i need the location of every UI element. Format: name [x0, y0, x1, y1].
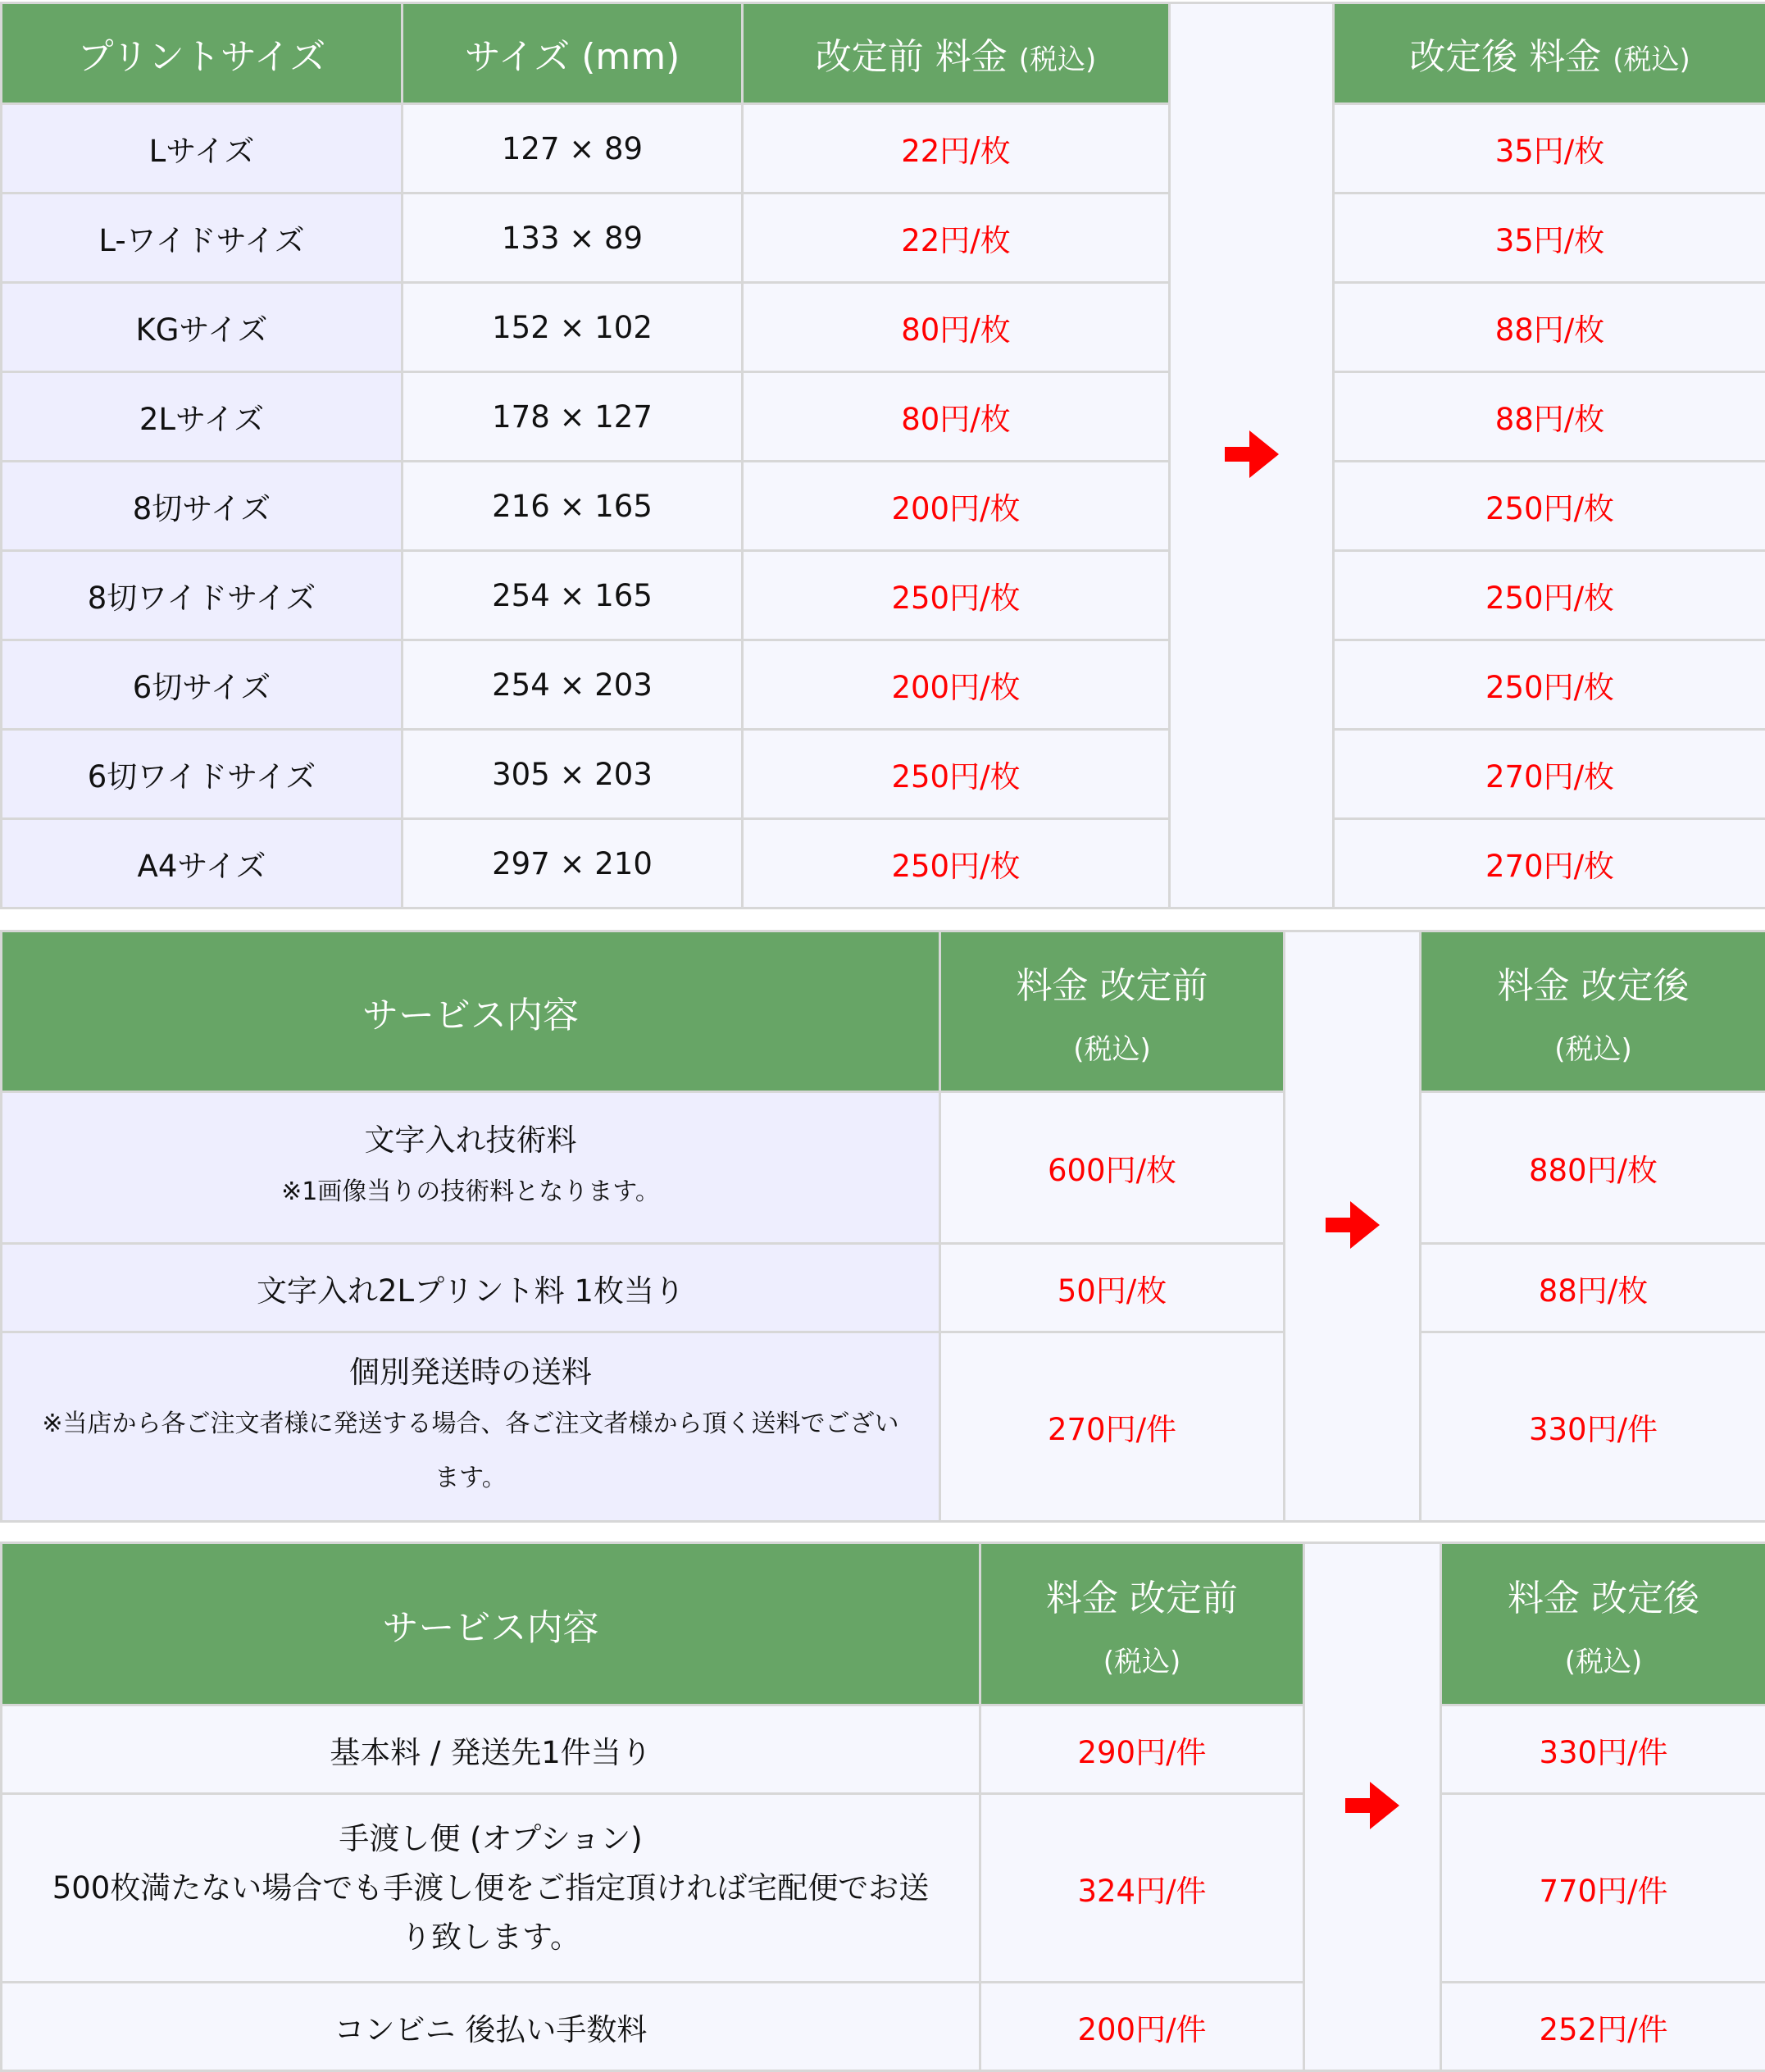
service-name: 手渡し便 (オプション) 500枚満たない場合でも手渡し便をご指定頂ければ宅配便でお送 り致します。: [2, 1794, 980, 1983]
table-row: [2, 1794, 1765, 1983]
table-header-row: [2, 3, 1765, 104]
size-dims: 297 × 210: [403, 819, 743, 908]
price-before: 80円/枚: [743, 372, 1170, 462]
size-dims: 254 × 165: [403, 551, 743, 640]
price-after: 35円/枚: [1334, 104, 1765, 194]
table-header-row: [2, 1543, 1765, 1705]
size-dims: 133 × 89: [403, 194, 743, 283]
size-dims: 305 × 203: [403, 730, 743, 819]
size-dims: 216 × 165: [403, 462, 743, 551]
header-print-size: プリントサイズ: [2, 3, 403, 104]
size-name: 8切ワイドサイズ: [2, 551, 403, 640]
table-row: [2, 1705, 1765, 1794]
print-size-price-table: [0, 2, 1765, 909]
price-before: 22円/枚: [743, 194, 1170, 283]
price-after: 35円/枚: [1334, 194, 1765, 283]
header-price-after: 料金 改定後 (税込): [1421, 931, 1765, 1092]
price-before: 270円/件: [940, 1332, 1285, 1522]
price-after: 770円/件: [1441, 1794, 1765, 1983]
price-after: 88円/枚: [1334, 372, 1765, 462]
table-header-row: [2, 931, 1765, 1092]
table-row: [2, 1983, 1765, 2071]
table-row: [2, 283, 1765, 372]
size-name: 6切サイズ: [2, 640, 403, 730]
table-row: [2, 1092, 1765, 1244]
price-before: 324円/件: [980, 1794, 1304, 1983]
header-service: サービス内容: [2, 931, 940, 1092]
price-before: 250円/枚: [743, 551, 1170, 640]
size-name: 2Lサイズ: [2, 372, 403, 462]
price-before: 200円/枚: [743, 640, 1170, 730]
header-price-after: 料金 改定後 (税込): [1441, 1543, 1765, 1705]
price-after: 88円/枚: [1334, 283, 1765, 372]
price-before: 200円/枚: [743, 462, 1170, 551]
price-before: 80円/枚: [743, 283, 1170, 372]
table-row: [2, 551, 1765, 640]
service-name: 文字入れ技術料 ※1画像当りの技術料となります。: [2, 1092, 940, 1244]
price-before: 22円/枚: [743, 104, 1170, 194]
price-after: 250円/枚: [1334, 551, 1765, 640]
price-before: 50円/枚: [940, 1244, 1285, 1332]
price-after: 330円/件: [1421, 1332, 1765, 1522]
table-row: [2, 104, 1765, 194]
size-dims: 152 × 102: [403, 283, 743, 372]
right-arrow-icon: [1326, 1201, 1380, 1249]
size-dims: 127 × 89: [403, 104, 743, 194]
header-size-mm: サイズ (mm): [403, 3, 743, 104]
size-name: L-ワイドサイズ: [2, 194, 403, 283]
service-name: コンビニ 後払い手数料: [2, 1983, 980, 2071]
service-name: 個別発送時の送料 ※当店から各ご注文者様に発送する場合、各ご注文者様から頂く送料でござい ます。: [2, 1332, 940, 1522]
header-service: サービス内容: [2, 1543, 980, 1705]
table-row: [2, 819, 1765, 908]
table-row: [2, 1244, 1765, 1332]
table-row: [2, 462, 1765, 551]
service-name: 基本料 / 発送先1件当り: [2, 1705, 980, 1794]
price-after: 270円/枚: [1334, 730, 1765, 819]
size-name: A4サイズ: [2, 819, 403, 908]
service-name: 文字入れ2Lプリント料 1枚当り: [2, 1244, 940, 1332]
size-dims: 178 × 127: [403, 372, 743, 462]
price-after: 250円/枚: [1334, 640, 1765, 730]
header-price-before: 改定前 料金 (税込): [743, 3, 1170, 104]
table-row: [2, 730, 1765, 819]
right-arrow-icon: [1345, 1782, 1399, 1829]
header-price-after: 改定後 料金 (税込): [1334, 3, 1765, 104]
size-name: 6切ワイドサイズ: [2, 730, 403, 819]
size-name: Lサイズ: [2, 104, 403, 194]
price-after: 270円/枚: [1334, 819, 1765, 908]
price-after: 250円/枚: [1334, 462, 1765, 551]
price-before: 250円/枚: [743, 730, 1170, 819]
price-before: 250円/枚: [743, 819, 1170, 908]
text-service-price-table: [0, 930, 1765, 1523]
price-after: 330円/件: [1441, 1705, 1765, 1794]
price-after: 88円/枚: [1421, 1244, 1765, 1332]
shipping-service-price-table: [0, 1541, 1765, 2072]
header-price-before: 料金 改定前 (税込): [940, 931, 1285, 1092]
price-after: 880円/枚: [1421, 1092, 1765, 1244]
price-before: 200円/件: [980, 1983, 1304, 2071]
table-row: [2, 194, 1765, 283]
price-before: 290円/件: [980, 1705, 1304, 1794]
size-name: KGサイズ: [2, 283, 403, 372]
table-row: [2, 640, 1765, 730]
right-arrow-icon: [1225, 430, 1279, 478]
size-name: 8切サイズ: [2, 462, 403, 551]
price-before: 600円/枚: [940, 1092, 1285, 1244]
size-dims: 254 × 203: [403, 640, 743, 730]
arrow-column: [1285, 931, 1421, 1522]
price-after: 252円/件: [1441, 1983, 1765, 2071]
table-row: [2, 1332, 1765, 1522]
header-price-before: 料金 改定前 (税込): [980, 1543, 1304, 1705]
arrow-column: [1304, 1543, 1441, 2071]
table-row: [2, 372, 1765, 462]
arrow-column: [1170, 3, 1334, 908]
